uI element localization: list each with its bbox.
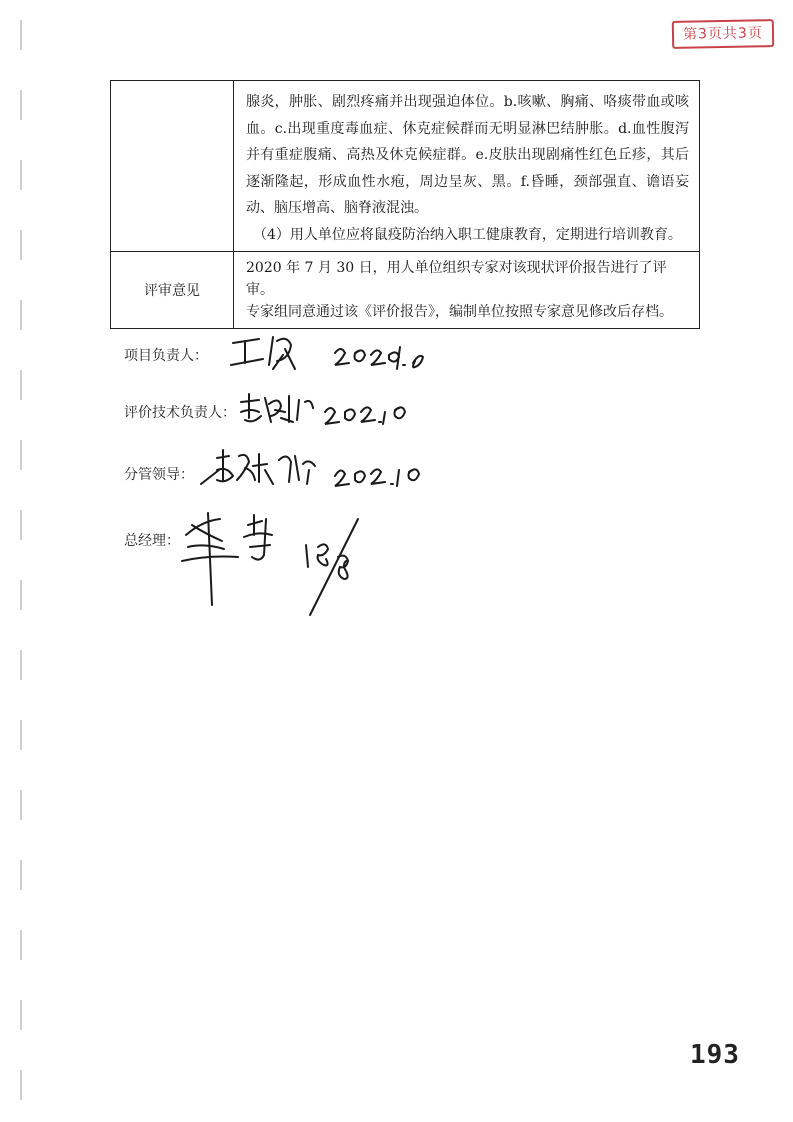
review-line: 专家组同意通过该《评价报告》，编制单位按照专家意见修改后存档。 bbox=[246, 304, 673, 320]
empty-label-cell bbox=[111, 81, 234, 252]
review-cell bbox=[234, 252, 700, 329]
review-line: 2020 年 7 月 30 日，用人单位组织专家对该现状评价报告进行了评审。 bbox=[246, 260, 667, 298]
binding-mark bbox=[20, 1070, 22, 1100]
general-manager-signature bbox=[178, 505, 378, 625]
page-stamp: 第3页共3页 bbox=[672, 19, 774, 49]
project-lead-label: 项目负责人： bbox=[124, 348, 208, 364]
content-cell bbox=[234, 81, 700, 252]
manager-signature bbox=[195, 440, 445, 496]
binding-mark bbox=[20, 510, 22, 540]
table-row bbox=[111, 252, 700, 329]
symptom-paragraph: 腺炎，肿胀、剧烈疼痛并出现强迫体位。b.咳嗽、胸痛、咯痰带血或咳血。c.出现重度毒血症、休克症候群而无明显淋巴结肿胀。d.血性腹泻并有重症腹痛、高热及休克候症群。e.皮肤出现剧痛性红色丘疹，其后逐渐隆起，形成血性水疱，周边呈灰、黑。f.昏睡，颈部强直、谵语妄动、脑压增高、脑脊液混浊。 bbox=[246, 94, 689, 216]
binding-mark bbox=[20, 230, 22, 260]
binding-mark bbox=[20, 650, 22, 680]
binding-mark bbox=[20, 20, 22, 50]
general-manager-label: 总经理： bbox=[124, 533, 180, 549]
binding-mark bbox=[20, 580, 22, 610]
binding-mark bbox=[20, 720, 22, 750]
project-lead-signature bbox=[225, 325, 435, 375]
table-row bbox=[111, 81, 700, 252]
page-number: 193 bbox=[690, 1040, 740, 1070]
binding-mark bbox=[20, 440, 22, 470]
report-table bbox=[110, 80, 700, 329]
binding-mark bbox=[20, 160, 22, 190]
tech-lead-signature bbox=[235, 382, 435, 434]
binding-mark bbox=[20, 300, 22, 330]
tech-lead-label: 评价技术负责人： bbox=[124, 405, 236, 421]
binding-mark bbox=[20, 1000, 22, 1030]
binding-mark bbox=[20, 930, 22, 960]
binding-mark bbox=[20, 90, 22, 120]
binding-mark bbox=[20, 790, 22, 820]
review-label: 评审意见 bbox=[111, 252, 234, 329]
manager-label: 分管领导： bbox=[124, 467, 194, 483]
education-paragraph: （4）用人单位应将鼠疫防治纳入职工健康教育，定期进行培训教育。 bbox=[253, 226, 682, 243]
binding-mark bbox=[20, 370, 22, 400]
binding-mark bbox=[20, 860, 22, 890]
